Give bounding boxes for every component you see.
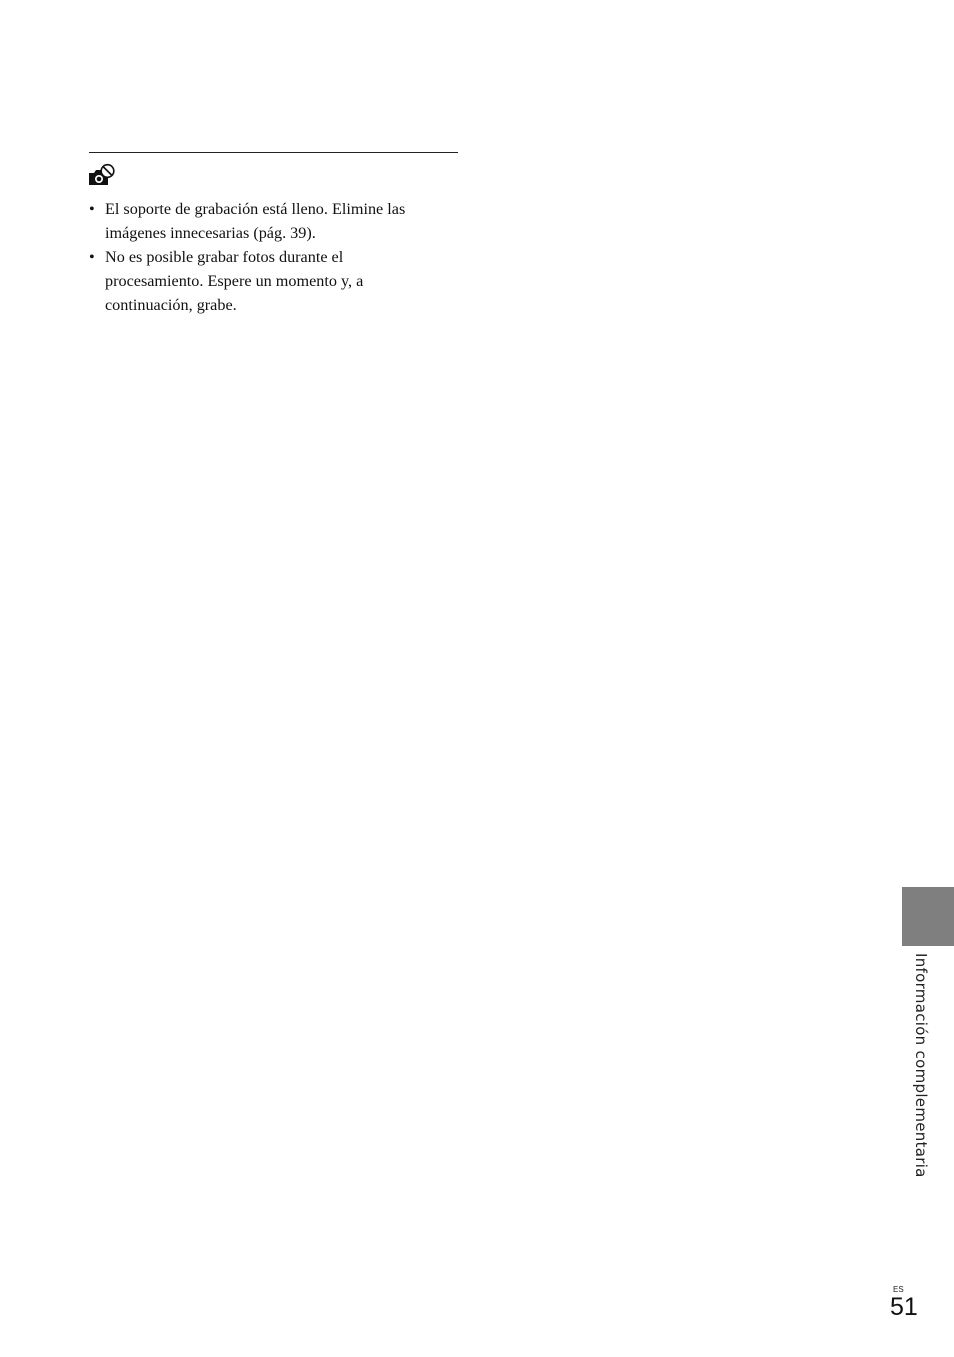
list-item bbox=[89, 245, 461, 317]
warning-list bbox=[89, 197, 461, 317]
section-tab-label: Información complementaria bbox=[912, 953, 930, 1178]
list-item-line: procesamiento. Espere un momento y, a bbox=[105, 272, 364, 290]
list-item bbox=[89, 197, 461, 245]
list-item-line: imágenes innecesarias (pág. 39). bbox=[105, 224, 316, 242]
camera-disabled-icon bbox=[88, 163, 116, 187]
list-item-line: No es posible grabar fotos durante el bbox=[105, 248, 344, 266]
list-item-line: El soporte de grabación está lleno. Elimine las bbox=[105, 200, 406, 218]
section-divider bbox=[89, 152, 458, 153]
list-item-line: continuación, grabe. bbox=[105, 296, 237, 314]
page-number: 51 bbox=[890, 1293, 918, 1321]
section-tab-marker bbox=[902, 887, 954, 946]
language-code: ES bbox=[893, 1285, 904, 1294]
